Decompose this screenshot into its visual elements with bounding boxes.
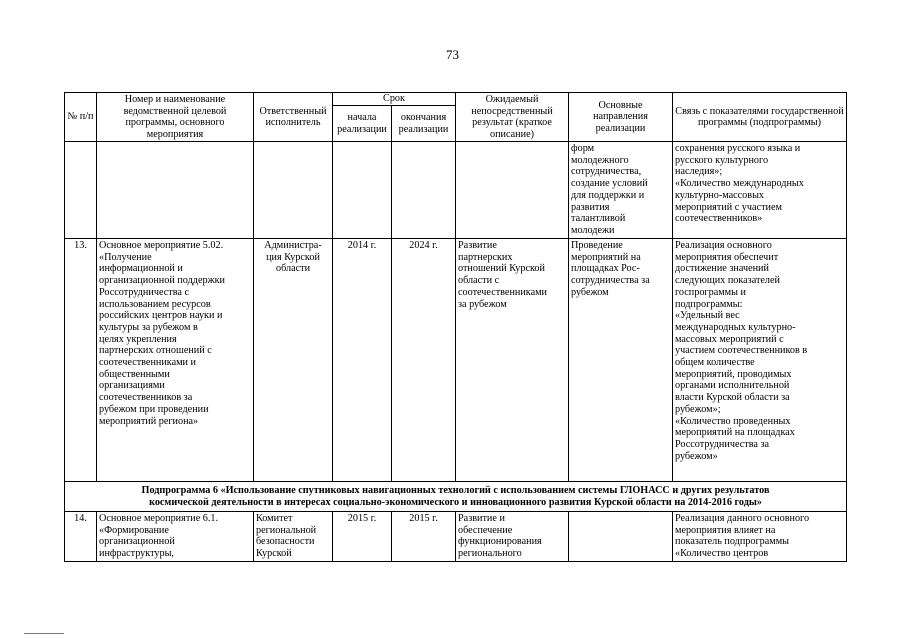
row13-directions-line: рубежом [571,286,609,298]
subprogram-line-1: Подпрограмма 6 «Использование спутниковых навигационных технологий с использованием системы ГЛОНАСС и других результатов [141,485,770,496]
row14-executor [254,512,333,562]
row14-result [456,512,569,562]
row14-end: 2015 г. [392,512,456,562]
header-result: Ожидаемый непосредственный результат (краткое описание) [456,93,569,142]
header-row-1 [65,93,847,106]
row13-name [97,239,254,482]
row13-link-line: следующих показателей [675,275,780,287]
cont-directions-cell [569,142,673,239]
row13-link-line: власти Курской области за [675,392,790,404]
row13-name-line: использованием ресурсов [99,298,211,310]
row14-executor-line: Комитет [256,513,293,524]
row14-name [97,512,254,562]
row13-result-line: соотечественниками [458,286,548,298]
row13-executor-line: ция Курской [266,251,320,263]
row13-name-line: «Получение [99,251,152,263]
row13-link-line: «Количество проведенных [675,415,791,427]
cont-end-cell [392,142,456,239]
row13-result-line: области с [458,275,500,287]
subprogram-title [65,482,847,512]
header-link: Связь с показателями государственной программы (подпрограммы) [673,93,847,142]
row13-link-line: рубежом»; [675,403,721,415]
cont-link-cell-line: русского культурного [675,154,769,166]
cont-link-cell-line: культурно-массовых [675,189,765,201]
row13-executor [254,239,333,482]
cont-directions-cell-line: форм [571,143,595,154]
row13-name-line: мероприятий региона» [99,415,199,427]
row13-link-line: международных культурно- [675,321,796,333]
row14-link-line: Реализация данного основного [675,513,810,524]
row14-result-line: функционирования [458,536,542,548]
continuation-row [65,142,847,239]
footer-rule [24,633,64,634]
row13-link-line: достижение значений [675,263,769,275]
row-14 [65,512,847,562]
row14-link-line: «Количество центров [675,548,769,560]
row13-link-line: мероприятия обеспечит [675,251,779,263]
header-num: № п/п [65,93,97,142]
row13-directions-line: Проведение [571,240,623,251]
cont-link-cell-line: «Количество международных [675,178,804,190]
cont-directions-cell-line: развития [571,201,610,213]
header-executor: Ответственный исполнитель [254,93,333,142]
cont-directions-cell-line: создание условий [571,178,648,190]
header-name: Номер и наименование ведомственной целевой программы, основного мероприятия [97,93,254,142]
row13-directions-line: мероприятий на [571,251,641,263]
row13-link-line: органами исполнительной [675,380,790,392]
row13-end: 2024 г. [392,239,456,482]
cont-link-cell-line: соотечественников» [675,213,763,225]
row13-start: 2014 г. [333,239,392,482]
cont-directions-cell-line: молодежи [571,224,615,236]
page-number: 73 [446,47,459,62]
row14-executor-line: региональной [256,524,317,536]
cont-directions-cell-line: для поддержки и [571,189,645,201]
cont-directions-cell-line: молодежного [571,154,629,166]
row13-directions [569,239,673,482]
row13-link-line: массовых мероприятий с [675,333,784,345]
cont-start-cell [333,142,392,239]
row14-link-line: мероприятия влияет на [675,524,776,536]
header-end: окончания реализации [392,106,456,142]
row14-directions [569,512,673,562]
row13-name-line: соотечественниками и [99,357,197,369]
row13-link-line: Реализация основного [675,240,772,251]
cont-directions-cell-line: талантливой [571,213,626,225]
row14-name-line: Основное мероприятие 6.1. [99,513,219,524]
row13-link-line: Россотрудничества за [675,438,769,450]
cont-name-cell [97,142,254,239]
row14-result-line: обеспечение [458,524,513,536]
row14-executor-line: Курской [256,548,292,560]
row13-link-line: госпрограммы и [675,286,746,298]
row13-link-line: мероприятий на площадках [675,427,795,439]
row14-result-line: Развитие и [458,513,505,524]
row13-directions-line: площадках Рос- [571,263,640,275]
row13-directions-line: сотрудничества за [571,275,650,287]
row13-link-line: рубежом» [675,450,718,462]
row13-name-line: общественными [99,368,170,380]
row13-executor-line: области [275,263,311,275]
subprogram-line-2: космической деятельности в интересах социально-экономического и инновационного развития Курской области на 2014-2016 годы» [149,496,762,508]
row13-result-line: Развитие [458,240,497,251]
row13-name-line: информационной и [99,263,183,275]
cont-link-cell-line: мероприятий с участием [675,201,782,213]
row13-name-line: Основное мероприятие 5.02. [99,240,224,251]
cont-link-cell [673,142,847,239]
row14-name-line: организационной [99,536,175,548]
row13-name-line: Россотрудничества с [99,286,189,298]
cont-link-cell-line: наследия»; [675,166,723,178]
row14-name-line: «Формирование [99,524,169,536]
header-term: Срок [333,93,456,106]
row14-start: 2015 г. [333,512,392,562]
cont-num-cell [65,142,97,239]
row13-name-line: соотечественников за [99,392,193,404]
row13-name-line: организациями [99,380,165,392]
subprogram-row [65,482,847,512]
header-start: начала реализации [333,106,392,142]
row13-link-line: мероприятий, проводимых [675,368,792,380]
row13-link [673,239,847,482]
row14-name-line: инфраструктуры, [99,548,174,560]
row13-name-line: российских центров науки и [99,310,223,322]
cont-link-cell-line: сохранения русского языка и [675,143,801,154]
row13-name-line: рубежом при проведении [99,403,209,415]
program-table [64,92,847,562]
row13-result [456,239,569,482]
row13-name-line: культуры за рубежом в [99,321,198,333]
row13-name-line: партнерских отношений с [99,345,212,357]
header-directions: Основные направления реализации [569,93,673,142]
row14-link-line: показатель подпрограммы [675,536,790,548]
row13-link-line: общем количестве [675,357,755,369]
row14-link [673,512,847,562]
row14-num: 14. [65,512,97,562]
cont-result-cell [456,142,569,239]
row13-name-line: целях укрепления [99,333,177,345]
cont-executor-cell [254,142,333,239]
row13-link-line: подпрограммы: [675,298,743,310]
row13-link-line: участием соотечественников в [675,345,808,357]
row13-name-line: организационной поддержки [99,275,226,287]
row14-executor-line: безопасности [256,536,315,548]
cont-directions-cell-line: сотрудничества, [571,166,642,178]
row13-link-line: «Удельный вес [675,310,740,322]
row13-result-line: партнерских [458,251,513,263]
row14-result-line: регионального [458,548,522,560]
row13-num: 13. [65,239,97,482]
row13-result-line: отношений Курской [458,263,545,275]
row13-result-line: за рубежом [458,298,507,310]
row13-executor-line: Администра- [264,240,322,251]
row-13 [65,239,847,482]
